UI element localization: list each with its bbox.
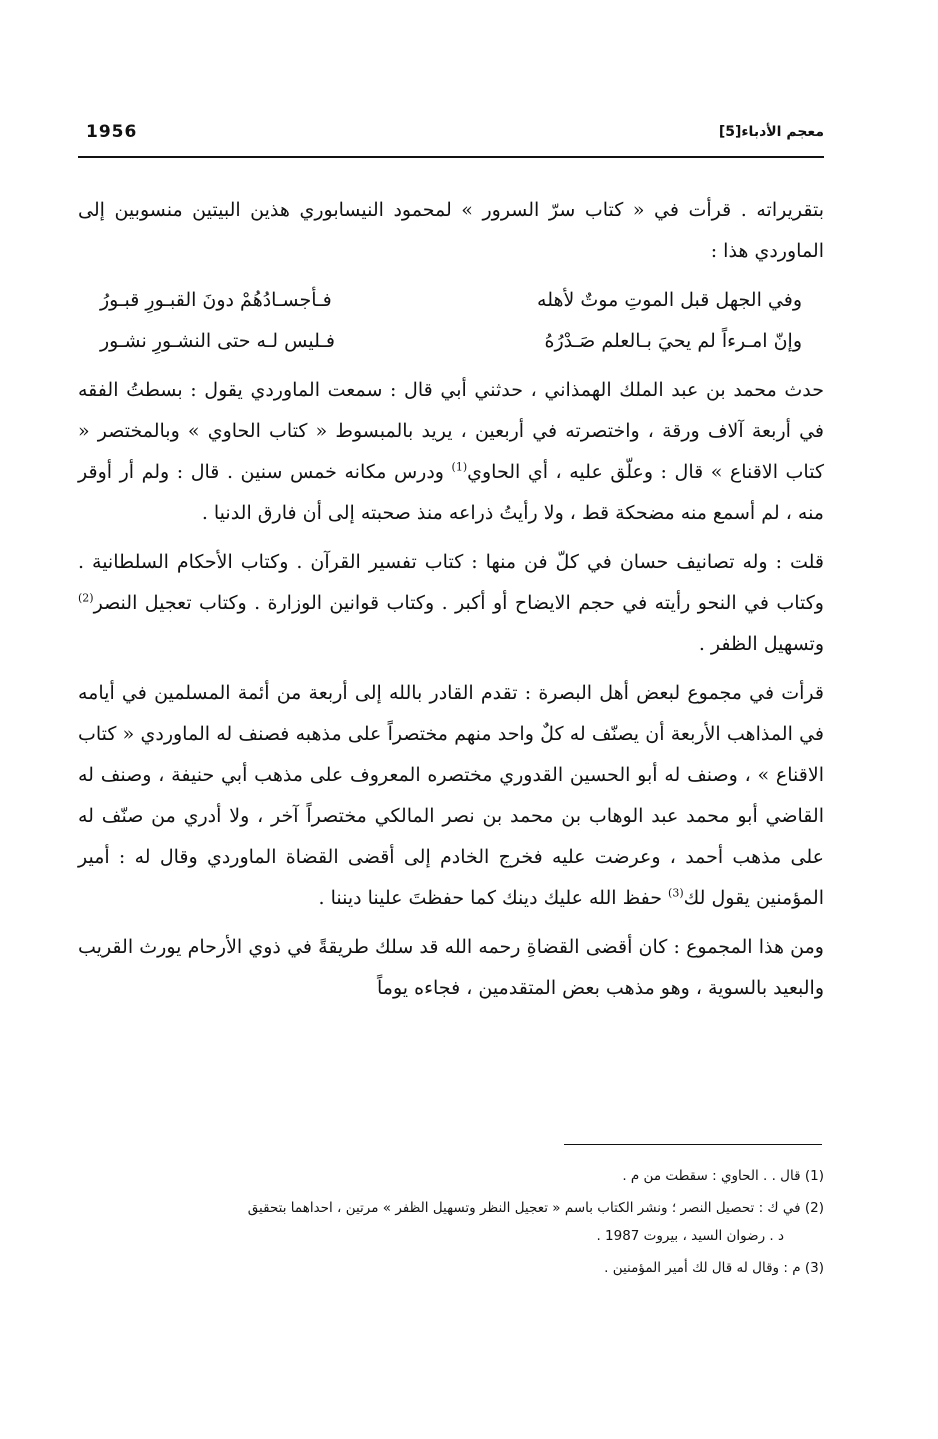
footnote-1: (1) قال . . الحاوي : سقطت من م .	[622, 1168, 824, 1184]
verse-1-second-hemistich: فـأجسـادُهُمْ دونَ القبـورِ قبـورُ	[100, 289, 332, 311]
verse-1-first-hemistich: وفي الجهل قبل الموتِ موتٌ لأهله	[537, 289, 802, 311]
running-title: معجم الأدباء[5]	[718, 124, 824, 140]
footnote-2-continuation: د . رضوان السيد ، بيروت 1987 .	[596, 1228, 784, 1244]
page-header	[78, 118, 824, 158]
footnote-ref-3[interactable]: (3)	[668, 886, 684, 900]
verse-2-first-hemistich: وإنّ امـرءاً لم يحيَ بـالعلم صَـدْرُهُ	[544, 330, 802, 352]
verse-line-2	[78, 321, 824, 362]
footnote-2: (2) في ك : تحصيل النصر ؛ ونشر الكتاب باسم « تعجيل النظر وتسهيل الظفر » مرتين ، احداهما بتحقيق	[247, 1200, 824, 1216]
footnote-3: (3) م : وقال له قال لك أمير المؤمنين .	[604, 1260, 824, 1276]
verse-line-1	[78, 280, 824, 321]
verse-2-second-hemistich: فـليس لـه حتى النشـورِ نشـور	[100, 330, 336, 352]
main-text	[78, 190, 824, 1017]
paragraph-1-text: حدث محمد بن عبد الملك الهمذاني ، حدثني أبي قال : سمعت الماوردي يقول : بسطتُ الفقه في أربعة آلاف ورقة ، واختصرته في أربعين ، يريد بالمبسوط « كتاب الحاوي » وبالمختصر « كتاب الاقناع » قال : وعلّق عليه ، أي الحاوي	[78, 379, 825, 483]
footnotes	[78, 1162, 824, 1286]
intro-paragraph: بتقريراته . قرأت في « كتاب سرّ السرور » لمحمود النيسابوري هذين البيتين منسوبين إلى الماوردي هذا :	[78, 199, 824, 262]
paragraph-1-end: ودرس مكانه خمس سنين . قال : ولم أر أوقر منه ، لم أسمع منه مضحكة قط ، ولا رأيتُ ذراعه منذ صحبته إلى أن فارق الدنيا .	[78, 461, 824, 524]
paragraph-3-end: حفظ الله عليك دينك كما حفظتَ علينا ديننا .	[318, 887, 669, 909]
paragraph-inheritance: ومن هذا المجموع : كان أقضى القضاةِ رحمه الله قد سلك طريقةً في ذوي الأرحام يورث القريب والبعيد بالسوية ، وهو مذهب بعض المتقدمين ، فجاءه يوماً	[78, 936, 824, 999]
footnote-divider	[564, 1144, 822, 1145]
footnote-ref-1[interactable]: (1)	[451, 460, 468, 474]
paragraph-2-text: قلت : وله تصانيف حسان في كلّ فن منها : كتاب تفسير القرآن . وكتاب الأحكام السلطانية . وكتاب في النحو رأيته في حجم الايضاح أو أكبر . وكتاب قوانين الوزارة . وكتاب تعجيل النصر	[78, 551, 824, 614]
paragraph-3-text: قرأت في مجموع لبعض أهل البصرة : تقدم القادر بالله إلى أربعة من أئمة المسلمين في أيامه في المذاهب الأربعة أن يصنّف له كلٌ واحد منهم مختصراً على مذهبه فصنف له الماوردي « كتاب الاقناع » ، وصنف له أبو الحسين القدوري مختصره المعروف على مذهب أبي حنيفة ، وصنف له القاضي أبو محمد عبد الوهاب بن محمد بن نصر المالكي مختصراً آخر ، ولا أدري من صنّف له على مذهب أحمد ، وعرضت عليه فخرج الخادم إلى أقضى القضاة الماوردي وقال له : أمير المؤمنين يقول لك	[78, 682, 824, 909]
paragraph-2-end: وتسهيل الظفر .	[698, 633, 824, 655]
paragraph-works	[78, 542, 824, 665]
paragraph-qadir	[78, 673, 824, 919]
paragraph-mawardi-quote	[78, 370, 824, 534]
page-number: 1956	[86, 122, 138, 142]
footnote-ref-2[interactable]: (2)	[78, 591, 94, 605]
